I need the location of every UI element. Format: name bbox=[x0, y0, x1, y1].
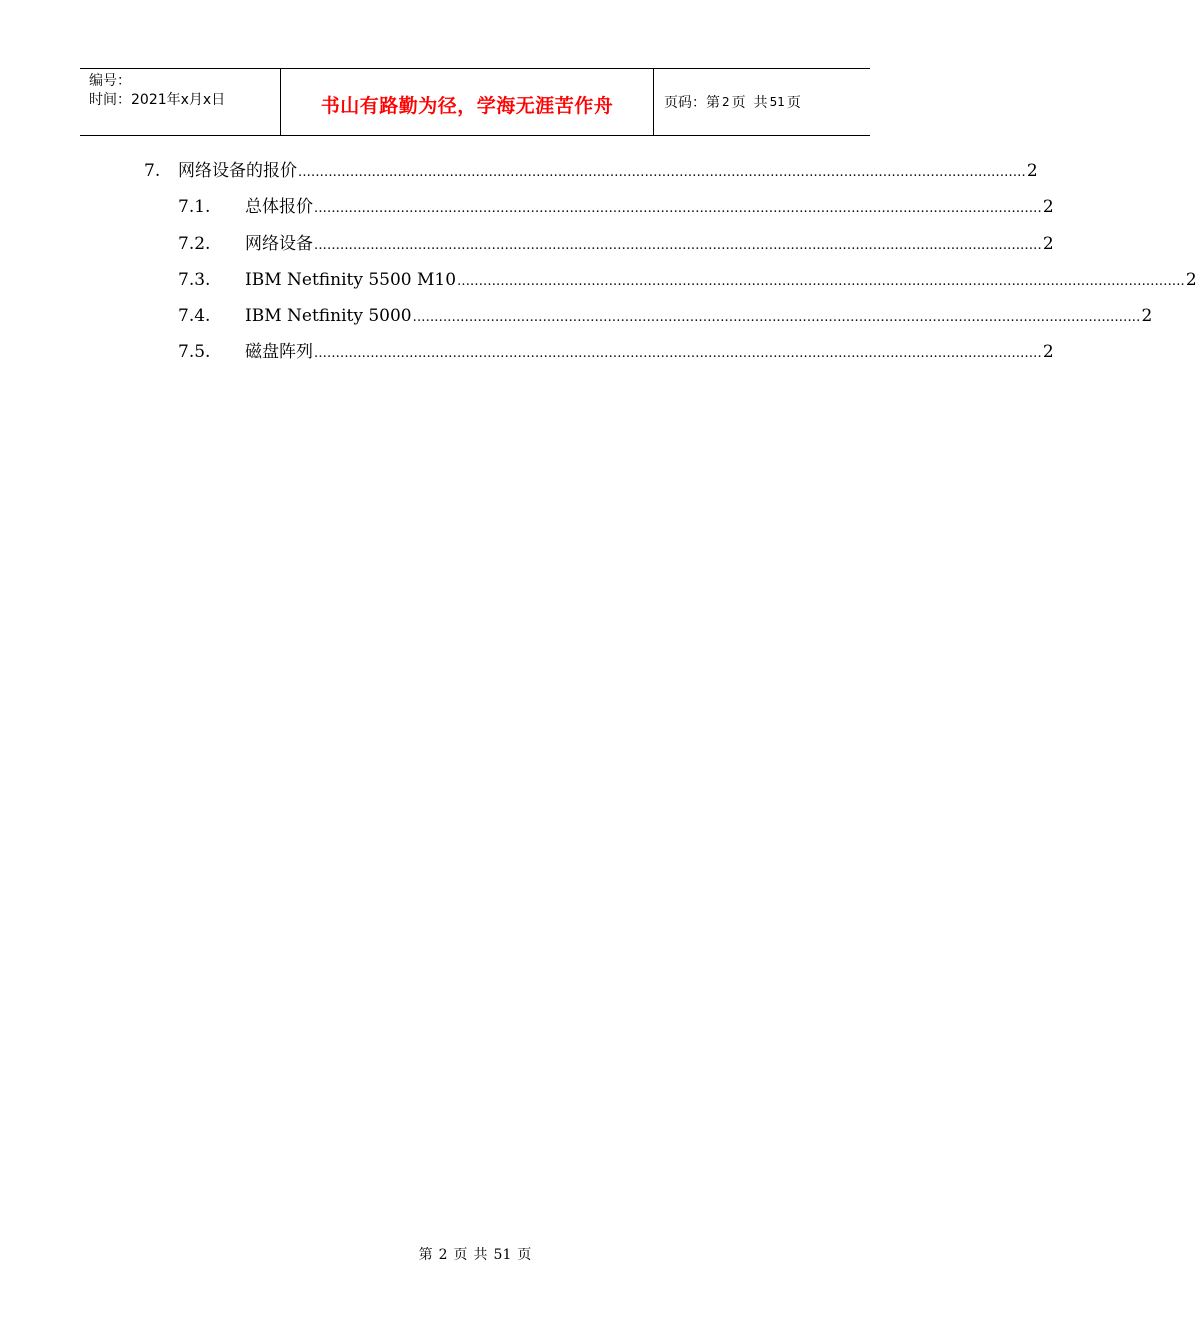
document-number-label: 编号： bbox=[89, 73, 131, 89]
toc-entry-page: 2 bbox=[1042, 234, 1054, 254]
toc-dot-leader: ........................................................................................................................................................................ bbox=[457, 274, 1185, 289]
toc-entry-page: 2 bbox=[1042, 197, 1054, 217]
toc-dot-leader: ........................................................................................................................................................................ bbox=[298, 165, 1026, 180]
document-date: 时间：2021年x月x日 bbox=[89, 92, 226, 108]
toc-dot-leader: ........................................................................................................................................................................ bbox=[314, 201, 1042, 216]
footer-page-total: 51 bbox=[493, 1247, 512, 1263]
toc-entry-page: 2 bbox=[1141, 306, 1153, 326]
footer-mid: 页 bbox=[453, 1247, 468, 1263]
toc-dot-leader: ........................................................................................................................................................................ bbox=[314, 238, 1042, 253]
toc-dot-leader: ........................................................................................................................................................................ bbox=[412, 310, 1141, 325]
header-page-total: 51 bbox=[769, 95, 785, 109]
toc-entry-7-4[interactable] bbox=[178, 304, 1153, 328]
toc-entry-page: 2 bbox=[1026, 161, 1038, 181]
header-page-total-prefix: 共 bbox=[753, 95, 768, 111]
toc-entry-number: 7.3. bbox=[178, 270, 211, 290]
header-motto: 书山有路勤为径，学海无涯苦作舟 bbox=[320, 94, 614, 117]
toc-entry-title: 网络设备 bbox=[245, 234, 313, 254]
header-page-prefix: 页码：第 bbox=[664, 95, 720, 111]
toc-entry-number: 7.5. bbox=[178, 342, 211, 362]
toc-entry-7[interactable] bbox=[144, 159, 1038, 183]
toc-entry-7-2[interactable] bbox=[178, 232, 1054, 256]
footer-page-current: 2 bbox=[438, 1247, 448, 1263]
toc-entry-title: IBM Netfinity 5000 bbox=[245, 306, 412, 326]
toc-entry-7-5[interactable] bbox=[178, 340, 1054, 364]
header-page-current: 2 bbox=[722, 95, 730, 109]
toc-entry-number: 7. bbox=[144, 161, 161, 181]
header-page-suffix: 页 bbox=[786, 95, 801, 111]
toc-entry-number: 7.1. bbox=[178, 197, 211, 217]
toc-entry-number: 7.2. bbox=[178, 234, 211, 254]
footer-suffix: 页 bbox=[517, 1247, 532, 1263]
header-page-mid: 页 bbox=[731, 95, 746, 111]
header-meta-cell bbox=[80, 69, 281, 135]
toc-entry-title: 磁盘阵列 bbox=[245, 342, 313, 362]
toc-entry-page: 2 bbox=[1185, 270, 1197, 290]
header-motto-cell bbox=[281, 69, 654, 135]
toc-entry-7-3[interactable] bbox=[178, 268, 1197, 292]
toc-entry-title: 网络设备的报价 bbox=[178, 161, 297, 181]
toc-entry-number: 7.4. bbox=[178, 306, 211, 326]
toc-entry-7-1[interactable] bbox=[178, 195, 1054, 219]
toc-entry-title: IBM Netfinity 5500 M10 bbox=[245, 270, 457, 290]
page-header bbox=[80, 68, 870, 136]
toc-entry-page: 2 bbox=[1042, 342, 1054, 362]
header-page-cell bbox=[654, 69, 870, 135]
footer-total-prefix: 共 bbox=[473, 1247, 488, 1263]
toc-entry-title: 总体报价 bbox=[245, 197, 313, 217]
page-footer bbox=[0, 1244, 950, 1264]
toc-dot-leader: ........................................................................................................................................................................ bbox=[314, 346, 1042, 361]
footer-prefix: 第 bbox=[418, 1247, 433, 1263]
